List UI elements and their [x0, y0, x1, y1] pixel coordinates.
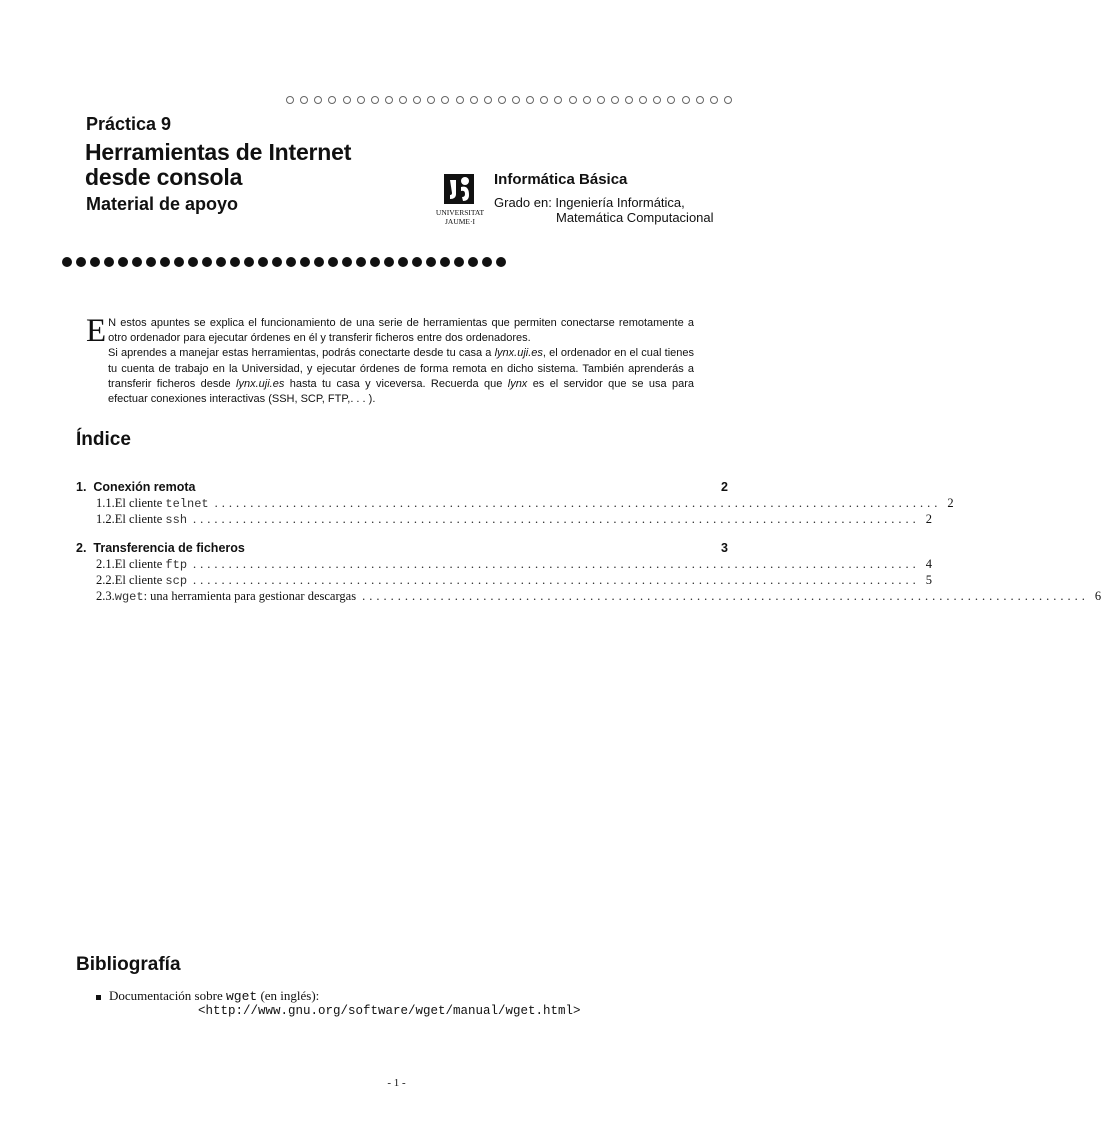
dot-ornament-icon	[356, 257, 366, 267]
toc-entry[interactable]	[96, 557, 933, 572]
circle-ornament-icon	[470, 96, 478, 104]
toc-entry[interactable]	[96, 496, 954, 511]
toc-page-number: 6	[1094, 589, 1101, 603]
toc-entry-title: El cliente ssh	[114, 512, 188, 527]
circle-ornament-icon	[625, 96, 633, 104]
circle-ornament-icon	[385, 96, 393, 104]
intro-text	[86, 313, 694, 407]
dot-ornament-icon	[272, 257, 282, 267]
dot-ornament-icon	[468, 257, 478, 267]
toc-page-number: 5	[925, 573, 933, 587]
toc-entry-number: 2.2.	[96, 573, 115, 587]
dot-ornament-icon	[188, 257, 198, 267]
dot-ornament-icon	[328, 257, 338, 267]
dot-ornament-icon	[412, 257, 422, 267]
toc-entry-title: wget: una herramienta para gestionar descargas	[114, 589, 357, 604]
toc-dot-leader: ......................................................................................................	[362, 589, 1089, 603]
circle-ornament-icon	[357, 96, 365, 104]
toc-section-title: Conexión remota	[93, 480, 196, 494]
dot-ornament-icon	[300, 257, 310, 267]
circle-ornament-icon	[314, 96, 322, 104]
circle-ornament-icon	[300, 96, 308, 104]
dot-ornament-icon	[202, 257, 212, 267]
dot-ornament-icon	[342, 257, 352, 267]
toc-entry-title: El cliente telnet	[114, 496, 209, 511]
toc-heading: Índice	[76, 429, 131, 450]
circle-ornament-icon	[328, 96, 336, 104]
page-subtitle: Material de apoyo	[86, 194, 239, 214]
toc-dot-leader: ......................................................................................................	[214, 496, 942, 510]
circle-ornament-icon	[696, 96, 704, 104]
practica-number: Práctica 9	[86, 114, 172, 134]
toc-entry-number: 2.3.	[96, 589, 115, 603]
bibliography-heading: Bibliografía	[76, 954, 181, 975]
toc-entry-title: El cliente scp	[114, 573, 188, 588]
circle-ornament-icon	[682, 96, 690, 104]
hostname: lynx.uji.es	[494, 347, 543, 360]
circle-ornament-icon	[371, 96, 379, 104]
hostname: lynx.uji.es	[236, 377, 285, 390]
toc-section-number: 2.	[76, 541, 87, 555]
toc-section-number: 1.	[76, 480, 87, 494]
dot-ornament-icon	[258, 257, 268, 267]
dot-ornament-icon	[160, 257, 170, 267]
toc-page-number: 2	[721, 480, 728, 494]
toc-dot-leader: ......................................................................................................	[193, 557, 920, 571]
circle-ornament-icon	[512, 96, 520, 104]
circle-ornament-icon	[710, 96, 718, 104]
degree-line-1: Grado en: Ingeniería Informática,	[494, 195, 685, 210]
hostname: lynx	[507, 377, 528, 390]
bullet-icon	[96, 995, 101, 1000]
toc-page-number: 2	[947, 496, 954, 510]
toc-page-number: 2	[925, 512, 933, 526]
toc-section[interactable]	[76, 480, 728, 494]
toc-page-number: 4	[925, 557, 933, 571]
logo-text-line-2: JAUME·I	[445, 217, 475, 226]
dot-ornament-icon	[398, 257, 408, 267]
decorative-circle-row	[286, 92, 732, 108]
toc-dot-leader: ......................................................................................................	[193, 573, 920, 587]
circle-ornament-icon	[667, 96, 675, 104]
logo-text-line-1: UNIVERSITAT	[435, 208, 485, 217]
page-number: - 1 -	[387, 1077, 406, 1089]
dot-ornament-icon	[174, 257, 184, 267]
dot-ornament-icon	[384, 257, 394, 267]
dot-ornament-icon	[118, 257, 128, 267]
circle-ornament-icon	[611, 96, 619, 104]
circle-ornament-icon	[569, 96, 577, 104]
dot-ornament-icon	[496, 257, 506, 267]
circle-ornament-icon	[554, 96, 562, 104]
toc-entry[interactable]	[96, 573, 933, 588]
dot-ornament-icon	[314, 257, 324, 267]
circle-ornament-icon	[653, 96, 661, 104]
toc-entry-title: El cliente ftp	[114, 557, 188, 572]
dot-ornament-icon	[426, 257, 436, 267]
circle-ornament-icon	[498, 96, 506, 104]
circle-ornament-icon	[456, 96, 464, 104]
dot-ornament-icon	[76, 257, 86, 267]
circle-ornament-icon	[639, 96, 647, 104]
title-line-2: desde consola	[85, 164, 243, 190]
toc-entry-number: 1.2.	[96, 512, 115, 526]
circle-ornament-icon	[441, 96, 449, 104]
dot-ornament-icon	[454, 257, 464, 267]
circle-ornament-icon	[724, 96, 732, 104]
toc-entry-number: 1.1.	[96, 496, 115, 510]
course-name: Informática Básica	[494, 171, 628, 188]
dot-ornament-icon	[62, 257, 72, 267]
circle-ornament-icon	[484, 96, 492, 104]
dot-ornament-icon	[440, 257, 450, 267]
circle-ornament-icon	[286, 96, 294, 104]
toc-section-title: Transferencia de ficheros	[93, 541, 245, 555]
dot-ornament-icon	[90, 257, 100, 267]
toc-entry[interactable]	[96, 512, 933, 527]
dot-ornament-icon	[286, 257, 296, 267]
intro-paragraph-1: N estos apuntes se explica el funcionamiento de una serie de herramientas que permiten conectarse remotamente a otro ordenador para ejecutar órdenes en él y transferir ficheros entre dos ordenadores.	[108, 317, 694, 345]
dot-ornament-icon	[482, 257, 492, 267]
circle-ornament-icon	[343, 96, 351, 104]
dot-ornament-icon	[132, 257, 142, 267]
circle-ornament-icon	[427, 96, 435, 104]
bibliography-item: Documentación sobre wget (en inglés):	[96, 988, 319, 1004]
university-logo	[432, 172, 488, 228]
circle-ornament-icon	[526, 96, 534, 104]
toc-page-number: 3	[721, 541, 728, 555]
circle-ornament-icon	[583, 96, 591, 104]
circle-ornament-icon	[540, 96, 548, 104]
title-line-1: Herramientas de Internet	[85, 139, 352, 165]
circle-ornament-icon	[413, 96, 421, 104]
dot-ornament-icon	[104, 257, 114, 267]
toc-entry[interactable]	[96, 589, 1101, 604]
bibliography-url-link[interactable]: <http://www.gnu.org/software/wget/manual/wget.html>	[198, 1004, 581, 1018]
page-title	[85, 140, 351, 190]
circle-ornament-icon	[399, 96, 407, 104]
dot-ornament-icon	[244, 257, 254, 267]
degree-line-2: Matemática Computacional	[556, 210, 714, 225]
dot-ornament-icon	[370, 257, 380, 267]
toc-entry-number: 2.1.	[96, 557, 115, 571]
drop-cap: E	[86, 313, 107, 349]
dot-ornament-icon	[216, 257, 226, 267]
circle-ornament-icon	[597, 96, 605, 104]
dot-ornament-icon	[230, 257, 240, 267]
intro-paragraph-2: Si aprendes a manejar estas herramientas, podrás conectarte desde tu casa a lynx.uji.es, el ordenador en el cual tienes tu cuenta de trabajo en la Universidad, y ejecutar órdenes de forma remota en dicho sistema. También aprenderás a transferir ficheros desde lynx.uji.es hasta tu casa y viceversa. Recuerda que lynx es el servidor que se usa para efectuar conexiones interactivas (SSH, SCP, FTP,. . . ).	[108, 347, 694, 406]
toc-dot-leader: ......................................................................................................	[193, 512, 920, 526]
decorative-dot-row	[62, 255, 506, 269]
toc-section[interactable]	[76, 541, 728, 555]
dot-ornament-icon	[146, 257, 156, 267]
